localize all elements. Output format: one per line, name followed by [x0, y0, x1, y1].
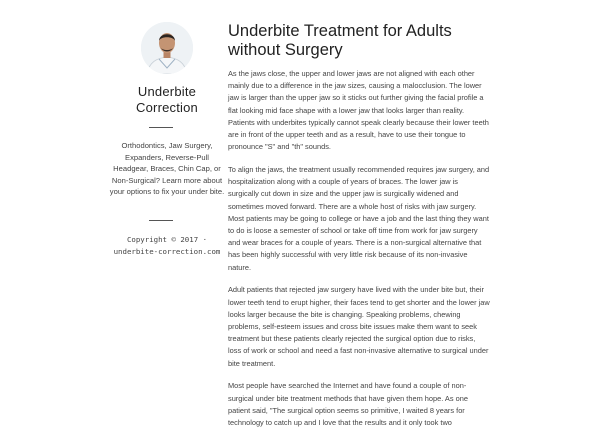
divider	[149, 127, 173, 128]
main-content	[228, 22, 490, 440]
sidebar	[108, 0, 246, 400]
article-paragraph: As the jaws close, the upper and lower jaws are not aligned with each other mainly due to a difference in the jaw sizes, causing a malocclusion. The lower jaw is larger than the upper jaw so it sticks out further giving the facial profile a flat looking mid face shape with a lower jaw that looks larger than reality. Patients with underbites typically cannot speak clearly because their lower teeth are in front of the upper teeth and as a result, have to use their tongue to pronounce "S" and "th" sounds.	[228, 69, 489, 152]
site-description: Orthodontics, Jaw Surgery, Expanders, Reverse-Pull Headgear, Braces, Chin Cap, or Non-Surgical? Learn more about your options to fix your under bite.	[109, 141, 225, 197]
author-avatar[interactable]	[141, 22, 193, 74]
copyright-text: Copyright © 2017 · underbite-correction.com	[113, 235, 221, 256]
article-paragraph: Most people have searched the Internet and have found a couple of non-surgical under bite treatment methods that have given them hope. As one patient said, "The surgical option seems so primitive, I waited 8 years for technology to catch up and I love that the results and it only took two	[228, 381, 468, 428]
article-paragraph: To align the jaws, the treatment usually recommended requires jaw surgery, and hospitalization along with a couple of years of braces. The lower jaw is surgically cut down in size and the upper jaw is surgically widened and sometimes moved forward. There are a whole host of risks with jaw surgery. Most patients may be going to college or have a job and the last thing they want to do is loose a semester of school or take off time from work for jaw surgery and wear braces for a couple of years. There is a non-surgical alternative that has been highly successful with very little risk because of its non-invasive nature.	[228, 165, 490, 272]
article-title: Underbite Treatment for Adults without Surgery	[228, 22, 452, 59]
person-avatar-icon	[141, 22, 193, 74]
article-paragraph: Adult patients that rejected jaw surgery have lived with the under bite but, their lower teeth tend to erupt higher, their faces tend to get shorter and the lower jaw looks larger because the bite is changing. Speaking problems, chewing problems, self-esteem issues and cross bite issues make them want to seek treatment but these patients clearly rejected the surgical option due to risks, loss of work or school and need a fast non-invasive alternative to surgical under bite treatment.	[228, 285, 490, 368]
divider	[149, 220, 173, 221]
site-title[interactable]: Underbite Correction	[136, 84, 198, 115]
